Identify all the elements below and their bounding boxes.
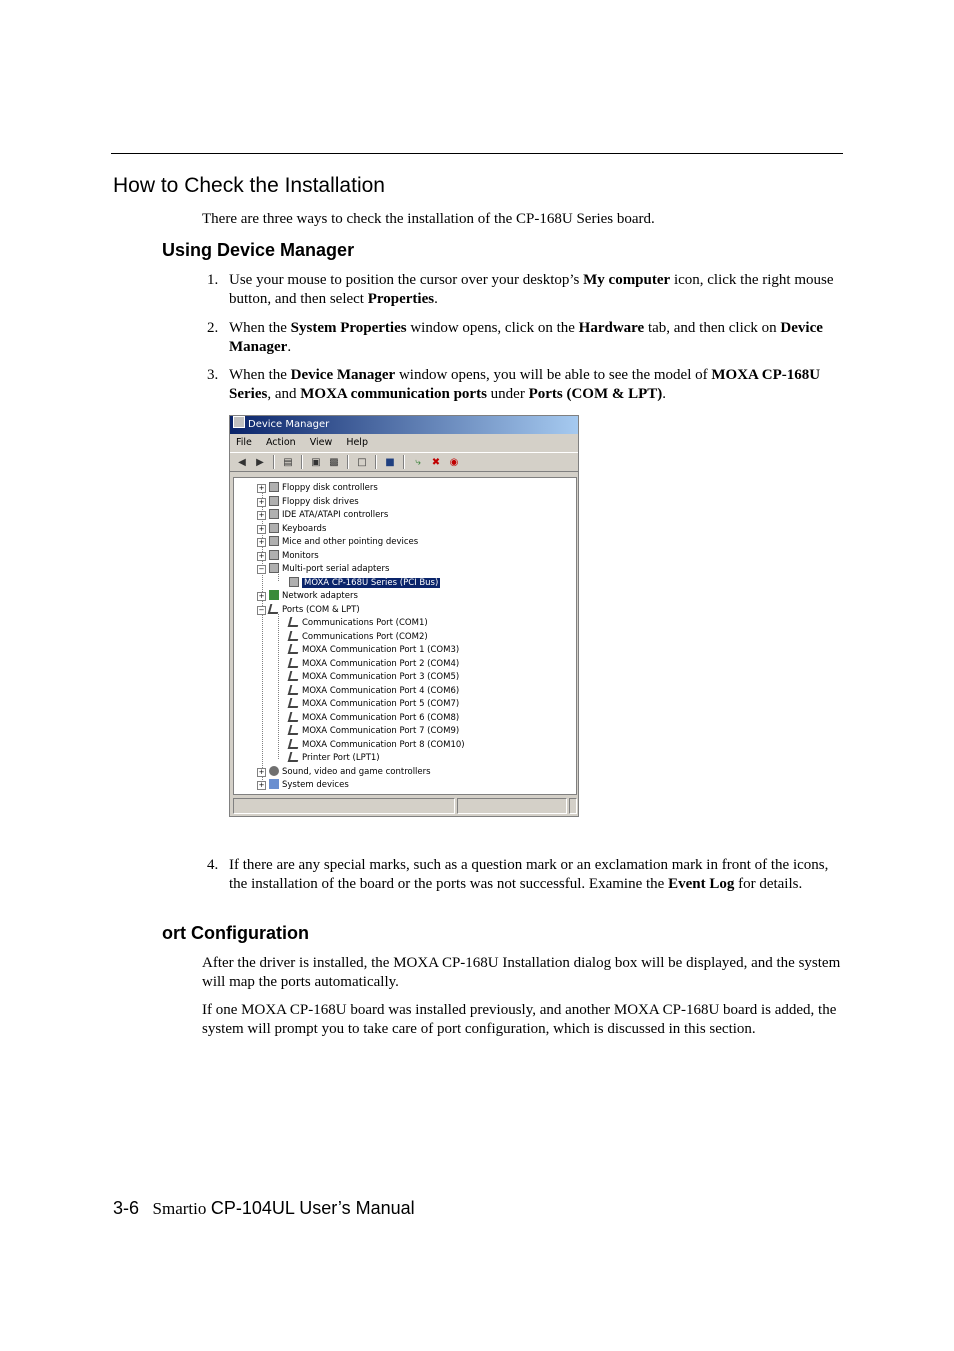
menu-help[interactable]: Help	[346, 437, 368, 448]
console-tree-icon[interactable]: ▤	[283, 456, 293, 468]
page-number: 3-6	[113, 1198, 140, 1218]
step-text-segment: .	[434, 291, 438, 307]
step-2	[202, 319, 842, 357]
tree-node-label: Floppy disk controllers	[282, 483, 378, 493]
tree-node[interactable]	[257, 563, 389, 576]
back-arrow-icon[interactable]: ◀	[238, 456, 246, 468]
tree-node-label: MOXA Communication Port 2 (COM4)	[302, 658, 460, 669]
tree-node[interactable]	[257, 536, 418, 549]
status-bar	[233, 798, 577, 814]
device-manager-window	[229, 415, 579, 817]
step-text-segment: If there are any special marks, such as a question mark or an exclamation mark in front of the icons, the installation of the board or the ports was not successful. Examine the	[229, 857, 829, 892]
computer-icon	[233, 416, 245, 428]
tree-node-label: MOXA CP-168U Series (PCI Bus)	[304, 577, 439, 588]
step-1	[202, 271, 842, 309]
step-number: 2.	[207, 320, 219, 336]
bold-term: Hardware	[578, 320, 645, 336]
toolbar-separator	[301, 455, 303, 469]
tree-node-label: MOXA Communication Port 4 (COM6)	[302, 685, 460, 696]
step-text	[229, 366, 842, 404]
port-icon	[288, 698, 301, 708]
tree-node[interactable]	[289, 725, 459, 738]
sound-icon	[269, 766, 279, 776]
bold-term: Device Manager	[290, 367, 396, 383]
expand-icon[interactable]: +	[258, 524, 265, 533]
tree-node-label: MOXA Communication Port 1 (COM3)	[302, 645, 460, 655]
expand-icon[interactable]: +	[258, 538, 265, 546]
expand-icon[interactable]: +	[258, 511, 265, 519]
step-text-segment: icon, click the right mouse button, and then select	[229, 272, 834, 307]
port-icon	[288, 644, 301, 654]
menu-bar	[230, 434, 578, 452]
step-number: 3.	[207, 367, 219, 383]
step-text	[229, 856, 842, 894]
menu-file[interactable]: File	[236, 437, 252, 448]
collapse-icon[interactable]: −	[258, 605, 265, 614]
tree-node-label: Mice and other pointing devices	[282, 537, 419, 547]
expand-icon[interactable]: +	[258, 767, 265, 776]
step-text-segment: When the	[229, 367, 291, 383]
tree-node-label: Ports (COM & LPT)	[282, 604, 360, 615]
toolbar	[230, 452, 578, 472]
forward-arrow-icon[interactable]: ▶	[256, 456, 264, 468]
tree-node-label: Monitors	[282, 550, 319, 561]
scan-hardware-icon[interactable]: ■	[385, 456, 395, 468]
status-pane	[233, 798, 455, 814]
tree-node-label: Network adapters	[282, 591, 358, 601]
tree-node[interactable]	[289, 658, 459, 671]
tree-node-label: Sound, video and game controllers	[282, 766, 431, 777]
step-text-segment: for details.	[734, 876, 803, 892]
tree-node[interactable]	[257, 523, 326, 536]
header-rule	[111, 153, 843, 154]
tree-connector	[278, 614, 279, 759]
network-adapter-icon	[269, 590, 279, 600]
step-text-segment: under	[486, 386, 529, 402]
tree-node[interactable]	[257, 766, 431, 779]
expand-icon[interactable]: +	[258, 484, 265, 492]
collapse-icon[interactable]: −	[258, 565, 265, 573]
tree-node[interactable]	[257, 779, 349, 792]
toolbar-separator	[375, 455, 377, 469]
tree-node-label: IDE ATA/ATAPI controllers	[282, 510, 389, 520]
bold-term: MOXA CP-168U Series	[229, 367, 821, 402]
port-icon	[288, 739, 301, 749]
device-icon	[269, 536, 279, 546]
tree-node[interactable]	[257, 590, 358, 603]
tree-node[interactable]	[257, 604, 360, 617]
tree-node[interactable]	[289, 712, 459, 725]
tree-node[interactable]	[257, 550, 319, 563]
device-icon	[269, 550, 279, 560]
step-text-segment: , and	[267, 386, 301, 402]
port-icon	[288, 631, 301, 641]
step-text-segment: Use your mouse to position the cursor over your desktop’s	[229, 272, 584, 288]
tree-node-label: MOXA Communication Port 7 (COM9)	[302, 726, 460, 736]
device-icon	[269, 523, 279, 533]
port-icon	[288, 658, 301, 668]
expand-icon[interactable]: +	[258, 551, 265, 560]
device-icon	[289, 577, 299, 587]
expand-icon[interactable]: +	[258, 592, 265, 600]
tree-node-label: System devices	[282, 780, 349, 790]
menu-action[interactable]: Action	[265, 437, 296, 448]
tree-node-label: MOXA Communication Port 3 (COM5)	[302, 672, 460, 682]
port-config-para-2: If one MOXA CP-168U board was installed previously, and another MOXA CP-168U board is added, the system will prompt you to take care of port configuration, which is discussed in this section.	[202, 1002, 837, 1037]
uninstall-icon[interactable]: ✖	[431, 456, 441, 468]
section-intro: There are three ways to check the installation of the CP-168U Series board.	[202, 211, 655, 227]
tree-node-label: MOXA Communication Port 5 (COM7)	[302, 699, 460, 709]
port-icon	[288, 671, 301, 681]
tree-node-label: MOXA Communication Port 6 (COM8)	[302, 712, 460, 723]
device-tree	[233, 477, 577, 795]
tree-node-label: Floppy disk drives	[282, 496, 359, 507]
expand-icon[interactable]: +	[258, 781, 265, 789]
tree-node[interactable]	[289, 671, 459, 684]
tree-node[interactable]	[257, 482, 378, 495]
tree-node[interactable]	[289, 631, 428, 644]
bold-term: System Properties	[290, 320, 407, 336]
footer-brand: Smartio	[152, 1199, 207, 1218]
bold-term: Event Log	[668, 876, 735, 892]
tree-node-label: Multi-port serial adapters	[282, 564, 390, 574]
properties-icon[interactable]: ▣	[311, 456, 321, 468]
footer-manual-title: CP-104UL User’s Manual	[210, 1198, 415, 1218]
disable-icon[interactable]: ◉	[449, 456, 459, 468]
tree-node[interactable]	[257, 509, 388, 522]
bold-term: Ports (COM & LPT)	[528, 386, 663, 402]
device-manager-heading: Using Device Manager	[162, 240, 355, 260]
window-title: Device Manager	[248, 419, 330, 430]
port-icon	[268, 604, 281, 614]
toolbar-separator	[273, 455, 275, 469]
port-icon	[288, 752, 301, 762]
device-icon	[269, 482, 279, 492]
step-text-segment: tab, and then click on	[644, 320, 781, 336]
port-icon	[288, 685, 301, 695]
system-icon	[269, 779, 279, 789]
bold-term: Properties	[367, 291, 435, 307]
tree-node-label: MOXA Communication Port 8 (COM10)	[302, 739, 465, 750]
step-3	[202, 366, 842, 404]
step-number: 4.	[207, 857, 219, 873]
page-footer	[113, 1198, 415, 1219]
device-icon	[269, 563, 279, 573]
tree-node[interactable]	[289, 577, 440, 590]
menu-view[interactable]: View	[309, 437, 333, 448]
step-text-segment: window opens, click on the	[406, 320, 579, 336]
tree-node[interactable]	[289, 698, 459, 711]
port-icon	[288, 617, 301, 627]
port-config-heading: ort Configuration	[162, 923, 309, 943]
tree-node-label: Communications Port (COM2)	[302, 631, 428, 642]
tree-node[interactable]	[289, 739, 465, 752]
bold-term: My computer	[583, 272, 671, 288]
status-pane	[457, 798, 567, 814]
expand-icon[interactable]: +	[258, 497, 265, 506]
step-text	[229, 319, 842, 357]
step-text-segment: window opens, you will be able to see the model of	[395, 367, 712, 383]
step-4	[202, 856, 842, 894]
tree-node[interactable]	[289, 685, 459, 698]
help-icon[interactable]: □	[357, 456, 367, 468]
step-text-segment: .	[287, 339, 292, 355]
tree-node-label: Communications Port (COM1)	[302, 618, 428, 628]
status-pane	[569, 798, 577, 814]
window-titlebar	[230, 416, 578, 434]
step-text-segment: .	[662, 386, 667, 402]
update-driver-icon[interactable]: ⤷	[415, 456, 421, 468]
tree-node[interactable]	[289, 617, 428, 630]
tree-node-label: Printer Port (LPT1)	[302, 753, 380, 763]
step-text	[229, 271, 842, 309]
toolbar-separator	[403, 455, 405, 469]
device-icon	[269, 496, 279, 506]
section-title: How to Check the Installation	[113, 174, 385, 197]
bold-term: MOXA communication ports	[300, 386, 487, 402]
device-icon	[269, 509, 279, 519]
tree-node[interactable]	[257, 496, 359, 509]
step-text-segment: When the	[229, 320, 291, 336]
bold-term: Device Manager	[229, 320, 823, 355]
port-icon	[288, 725, 301, 735]
port-icon	[288, 712, 301, 722]
tree-node[interactable]	[289, 644, 459, 657]
tree-node-label: Keyboards	[282, 523, 327, 534]
toolbar-separator	[347, 455, 349, 469]
port-config-para-1: After the driver is installed, the MOXA CP-168U Installation dialog box will be displayed, and the system will map the ports automatically.	[202, 955, 841, 990]
tree-node[interactable]	[289, 752, 380, 765]
step-number: 1.	[207, 272, 219, 288]
print-icon[interactable]: ▩	[329, 456, 339, 468]
